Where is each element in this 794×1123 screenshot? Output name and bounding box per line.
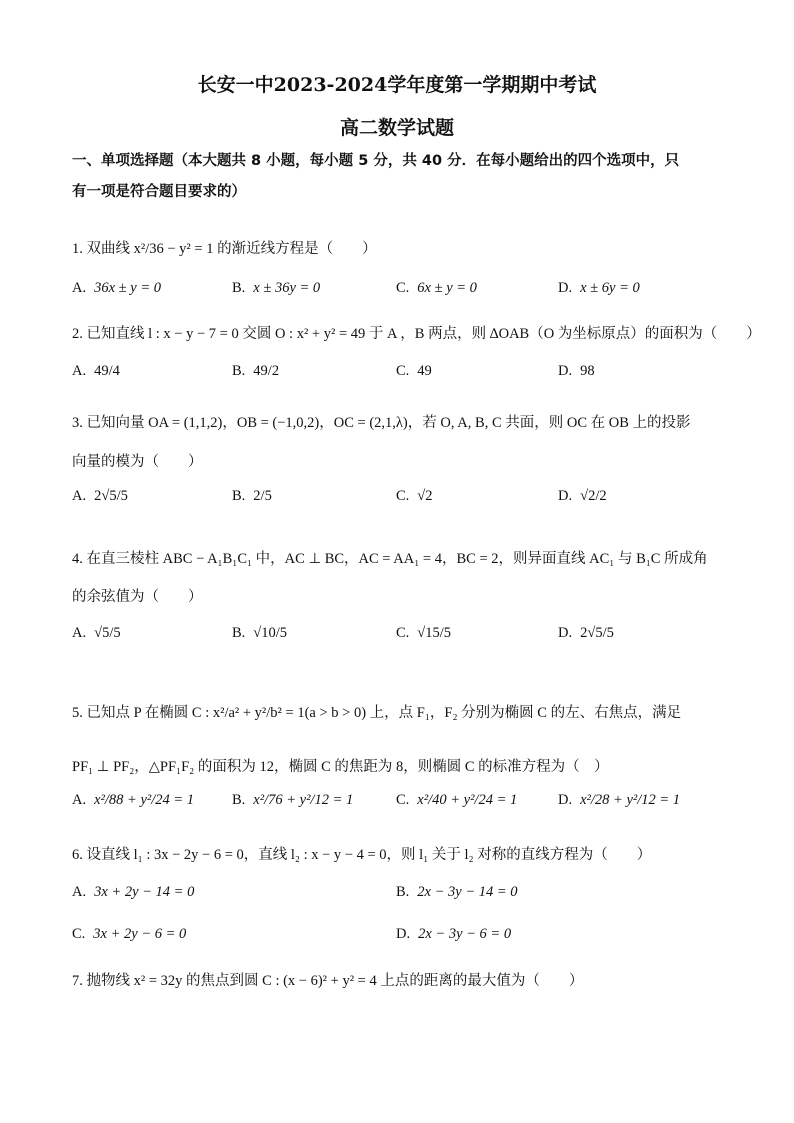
option-1a: A. 36x ± y = 0 [72,280,161,296]
section-heading-line1: 一、单项选择题（本大题共 8 小题，每小题 5 分，共 40 分．在每小题给出的四个选项中，只 [72,153,680,169]
exam-title: 长安一中2023-2024学年度第一学期期中考试 [197,74,597,96]
option-2c: C. 49 [396,363,432,379]
option-4b: B. √10/5 [232,625,288,641]
option-4d: D. 2√5/5 [558,625,614,641]
question-6 [72,843,732,864]
option-2b: B. 49/2 [232,363,280,379]
option-3a: A. 2√5/5 [72,488,128,504]
question-number: 3. [72,415,83,431]
question-4 [72,540,732,616]
question-1 [72,237,732,258]
question-number: 6. [72,847,83,863]
question-text: 设直线 l₁ : 3x − 2y − 6 = 0，直线 l₂ : x − y − 4 = 0，则 l₁ 关于 l₂ 对称的直线方程为（ ） [86,847,652,863]
option-5c: C. x²/40 + y²/24 = 1 [396,792,518,808]
question-number: 2. [72,326,83,342]
option-3c: C. √2 [396,488,433,504]
option-1b: B. x ± 36y = 0 [232,280,321,296]
question-5 [72,686,732,794]
option-6b: B. 2x − 3y − 14 = 0 [396,884,518,900]
question-text-line1: 已知点 P 在椭圆 C : x²/a² + y²/b² = 1(a > b > 0) 上，点 F₁，F₂ 分别为椭圆 C 的左、右焦点，满足 [86,705,682,721]
option-6d: D. 2x − 3y − 6 = 0 [396,926,512,942]
option-1c: C. 6x ± y = 0 [396,280,477,296]
option-5a: A. x²/88 + y²/24 = 1 [72,792,195,808]
question-text-line2: 的余弦值为（ ） [72,589,203,605]
option-6c: C. 3x + 2y − 6 = 0 [72,926,187,942]
question-number: 5. [72,705,83,721]
question-number: 4. [72,551,83,567]
option-6a: A. 3x + 2y − 14 = 0 [72,884,195,900]
question-text: 已知直线 l : x − y − 7 = 0 交圆 O : x² + y² = 49 于 A ，B 两点，则 ∆OAB（O 为坐标原点）的面积为（ ） [86,326,761,342]
section-heading [72,146,722,208]
question-text: 双曲线 x²/36 − y² = 1 的渐近线方程是（ ） [86,241,377,257]
option-5d: D. x²/28 + y²/12 = 1 [558,792,681,808]
question-text-line1: 在直三棱柱 ABC − A₁B₁C₁ 中，AC ⊥ BC，AC = AA₁ = 4，BC = 2，则异面直线 AC₁ 与 B₁C 所成角 [86,551,708,567]
question-text-line2: 向量的模为（ ） [72,454,203,470]
question-3 [72,404,732,482]
option-4a: A. √5/5 [72,625,121,641]
question-text: 抛物线 x² = 32y 的焦点到圆 C : (x − 6)² + y² = 4 上点的距离的最大值为（ ） [86,973,584,989]
option-1d: D. x ± 6y = 0 [558,280,640,296]
option-4c: C. √15/5 [396,625,452,641]
option-3b: B. 2/5 [232,488,272,504]
question-number: 7. [72,973,83,989]
option-2d: D. 98 [558,363,595,379]
section-heading-line2: 有一项是符合题目要求的） [72,184,246,200]
question-2 [72,322,761,343]
option-3d: D. √2/2 [558,488,607,504]
question-7 [72,969,732,990]
question-number: 1. [72,241,83,257]
option-5b: B. x²/76 + y²/12 = 1 [232,792,354,808]
question-text-line2: PF₁ ⊥ PF₂，△PF₁F₂ 的面积为 12，椭圆 C 的焦距为 8，则椭圆 C 的标准方程为（ ） [72,759,609,775]
option-2a: A. 49/4 [72,363,120,379]
question-text-line1: 已知向量 OA = (1,1,2)，OB = (−1,0,2)，OC = (2,1,λ)，若 O, A, B, C 共面，则 OC 在 OB 上的投影 [86,415,691,431]
exam-subtitle: 高二数学试题 [339,117,454,139]
